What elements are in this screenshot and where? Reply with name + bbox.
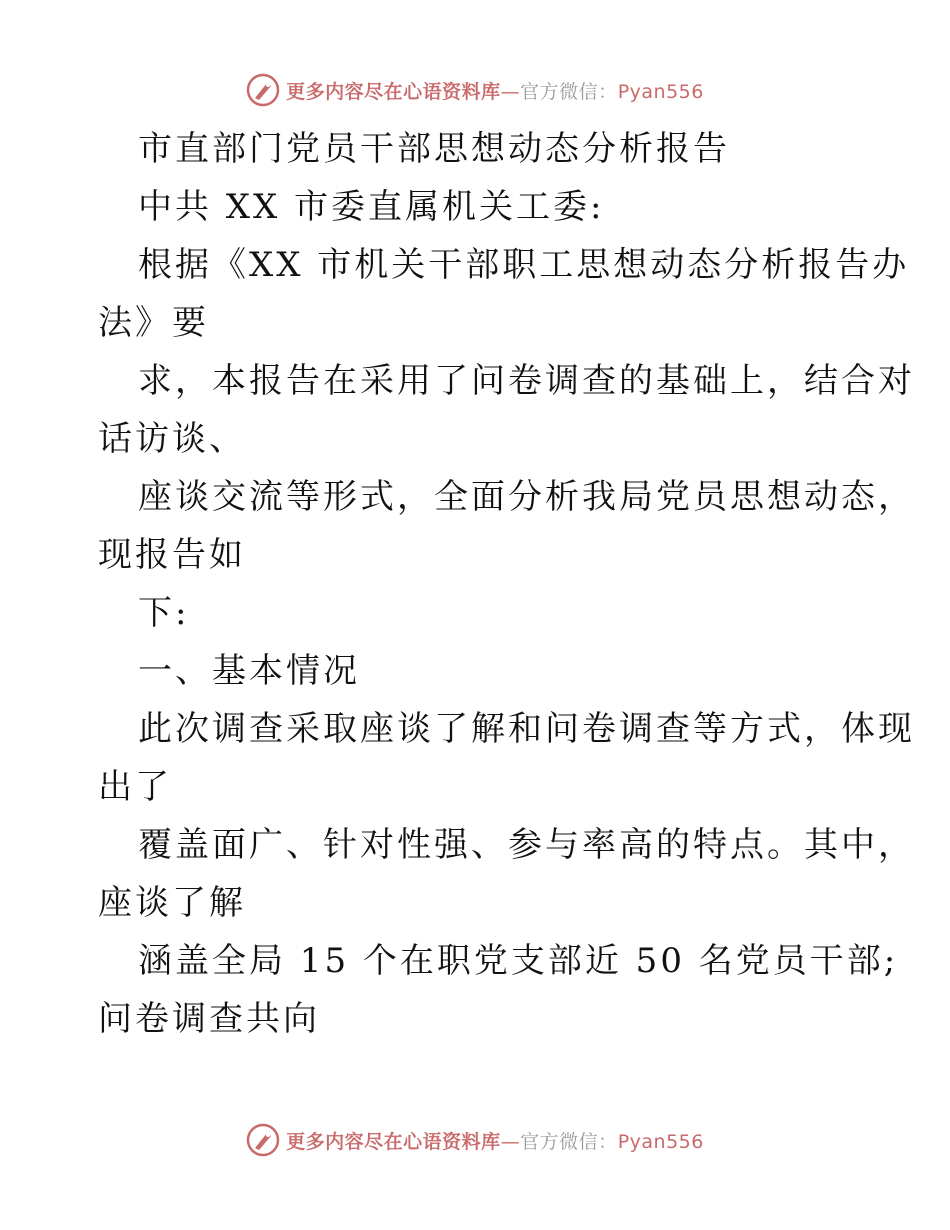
paragraph-line: 覆盖面广、针对性强、参与率高的特点。其中， [138, 825, 915, 865]
banner-site-text: 更多内容尽在心语资料库 [286, 80, 501, 103]
paragraph-line: 座谈交流等形式，全面分析我局党员思想动态， [138, 477, 915, 517]
paragraph-line: 求，本报告在采用了问卷调查的基础上，结合对 [138, 361, 915, 401]
footer-watermark-banner [0, 1120, 950, 1160]
document-title: 市直部门党员干部思想动态分析报告 [138, 129, 730, 169]
header-watermark-banner [0, 70, 950, 110]
banner-wechat-id: Pyan556 [617, 80, 704, 103]
paragraph-line: 下: [138, 593, 190, 633]
banner-wechat-id: Pyan556 [617, 1130, 704, 1153]
paragraph-line: 话访谈、 [98, 419, 246, 459]
banner-wechat-label: 官方微信： [520, 1130, 618, 1153]
pen-nib-logo-icon [246, 1123, 280, 1157]
banner-wechat-label: 官方微信： [520, 80, 618, 103]
salutation: 中共 XX 市委直属机关工委: [138, 187, 605, 227]
pen-nib-logo-icon [246, 73, 280, 107]
banner-site-text: 更多内容尽在心语资料库 [286, 1130, 501, 1153]
paragraph-line: 根据《XX 市机关干部职工思想动态分析报告办 [138, 245, 910, 285]
paragraph-line: 座谈了解 [98, 883, 246, 923]
document-body [98, 120, 915, 1048]
banner-dash: — [500, 80, 521, 103]
paragraph-line: 问卷调查共向 [98, 999, 320, 1039]
paragraph-line: 法》要 [98, 303, 209, 343]
paragraph-line: 涵盖全局 15 个在职党支部近 50 名党员干部; [138, 941, 899, 981]
banner-dash: — [500, 1130, 521, 1153]
section-heading: 一、基本情况 [138, 651, 360, 691]
paragraph-line: 此次调查采取座谈了解和问卷调查等方式，体现 [138, 709, 915, 749]
paragraph-line: 出了 [98, 767, 172, 807]
paragraph-line: 现报告如 [98, 535, 246, 575]
